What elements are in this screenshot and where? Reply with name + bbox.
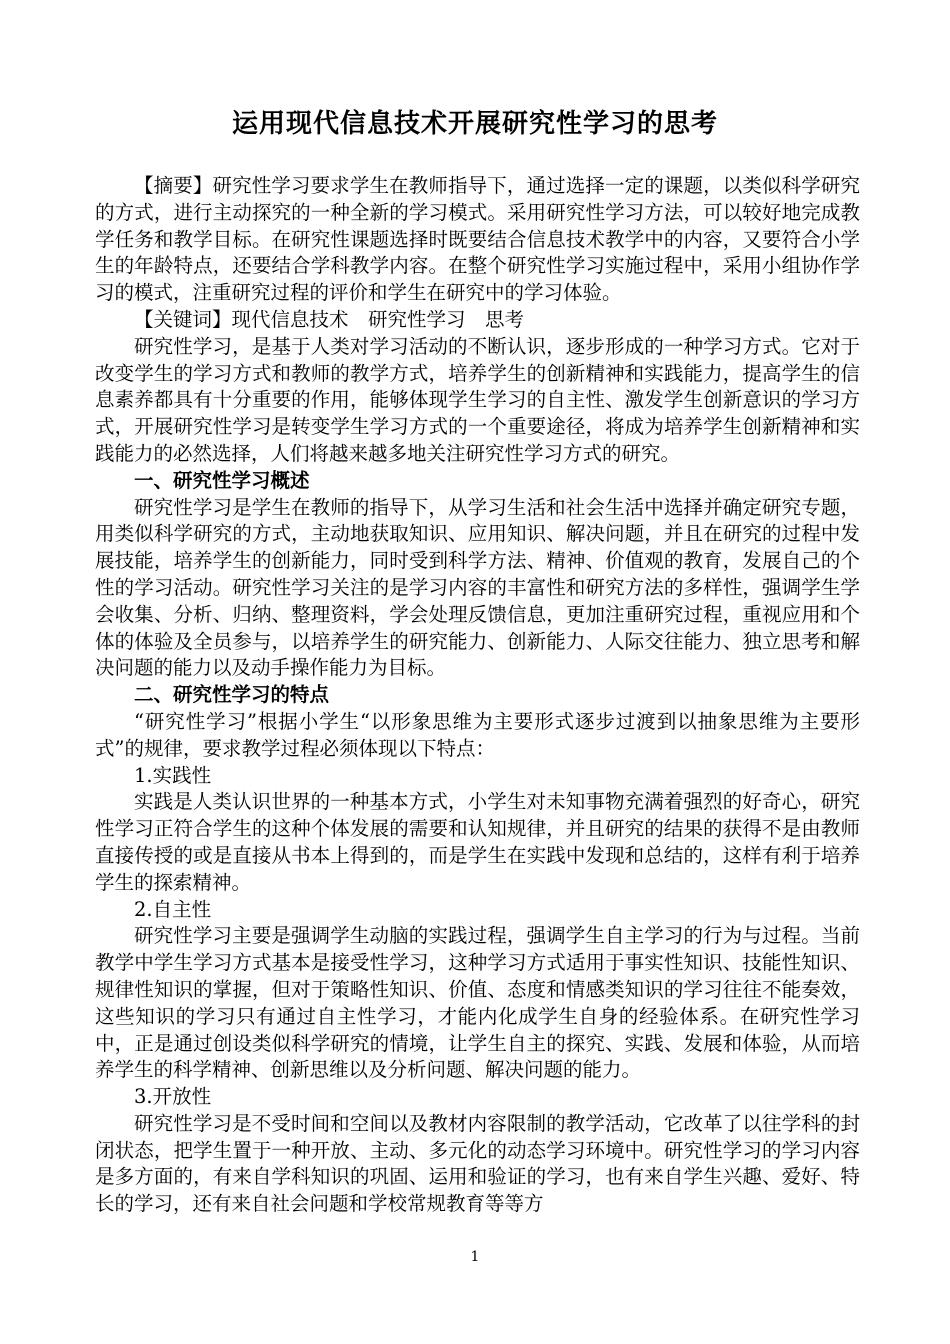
item-3-heading: 3.开放性 [134,1085,212,1109]
page-number: 1 [470,1249,480,1265]
item-3-paragraph: 研究性学习是不受时间和空间以及教材内容限制的教学活动，它改革了以往学科的封闭状态，把学生置于一种开放、主动、多元化的动态学习环境中。研究性学习的学习内容是多方面的，有来自学科知识的巩固、运用和验证的学习，也有来自学生兴趣、爱好、特长的学习，还有来自社会问题和学校常规教育等等方 [95,1111,860,1216]
section-2-heading: 二、研究性学习的特点 [134,683,330,707]
section-1-heading: 一、研究性学习概述 [134,468,310,492]
document-body [95,173,860,1218]
intro-paragraph: 研究性学习，是基于人类对学习活动的不断认识，逐步形成的一种学习方式。它对于改变学生的学习方式和教师的教学方式，培养学生的创新精神和实践能力，提高学生的信息素养都具有十分重要的作用，能够体现学生学习的自主性、激发学生创新意识的学习方式，开展研究性学习是转变学生学习方式的一个重要途径，将成为培养学生创新精神和实践能力的必然选择，人们将越来越多地关注研究性学习方式的研究。 [95,334,860,465]
section-2-intro-paragraph: “研究性学习”根据小学生“以形象思维为主要形式逐步过渡到以抽象思维为主要形式”的规律，要求教学过程必须体现以下特点： [95,709,860,760]
item-2-heading: 2.自主性 [134,897,212,921]
abstract-paragraph: 【摘要】研究性学习要求学生在教师指导下，通过选择一定的课题，以类似科学研究的方式，进行主动探究的一种全新的学习模式。采用研究性学习方法，可以较好地完成教学任务和教学目标。在研究性课题选择时既要结合信息技术教学中的内容，又要符合小学生的年龄特点，还要结合学科教学内容。在整个研究性学习实施过程中，采用小组协作学习的模式，注重研究过程的评价和学生在研究中的学习体验。 [95,174,860,305]
item-1-paragraph: 实践是人类认识世界的一种基本方式，小学生对未知事物充满着强烈的好奇心，研究性学习正符合学生的这种个体发展的需要和认知规律，并且研究的结果的获得不是由教师直接传授的或是直接从书本上得到的，而是学生在实践中发现和总结的，这样有利于培养学生的探索精神。 [95,790,860,894]
document-title: 运用现代信息技术开展研究性学习的思考 [231,109,718,139]
keywords-paragraph: 【关键词】现代信息技术 研究性学习 思考 [134,307,525,331]
section-1-paragraph: 研究性学习是学生在教师的指导下，从学习生活和社会生活中选择并确定研究专题，用类似科学研究的方式，主动地获取知识、应用知识、解决问题，并且在研究的过程中发展技能，培养学生的创新能力，同时受到科学方法、精神、价值观的教育，发展自己的个性的学习活动。研究性学习关注的是学习内容的丰富性和研究方法的多样性，强调学生学会收集、分析、归纳、整理资料，学会处理反馈信息，更加注重研究过程，重视应用和个体的体验及全员参与，以培养学生的研究能力、创新能力、人际交往能力、独立思考和解决问题的能力以及动手操作能力为目标。 [95,495,860,680]
item-1-heading: 1.实践性 [134,763,212,787]
item-2-paragraph: 研究性学习主要是强调学生动脑的实践过程，强调学生自主学习的行为与过程。当前教学中学生学习方式基本是接受性学习，这种学习方式适用于事实性知识、技能性知识、规律性知识的掌握，但对于策略性知识、价值、态度和情感类知识的学习往往不能奏效，这些知识的学习只有通过自主性学习，才能内化成学生自身的经验体系。在研究性学习中，正是通过创设类似科学研究的情境，让学生自主的探究、实践、发展和体验，从而培养学生的科学精神、创新思维以及分析问题、解决问题的能力。 [95,924,860,1082]
